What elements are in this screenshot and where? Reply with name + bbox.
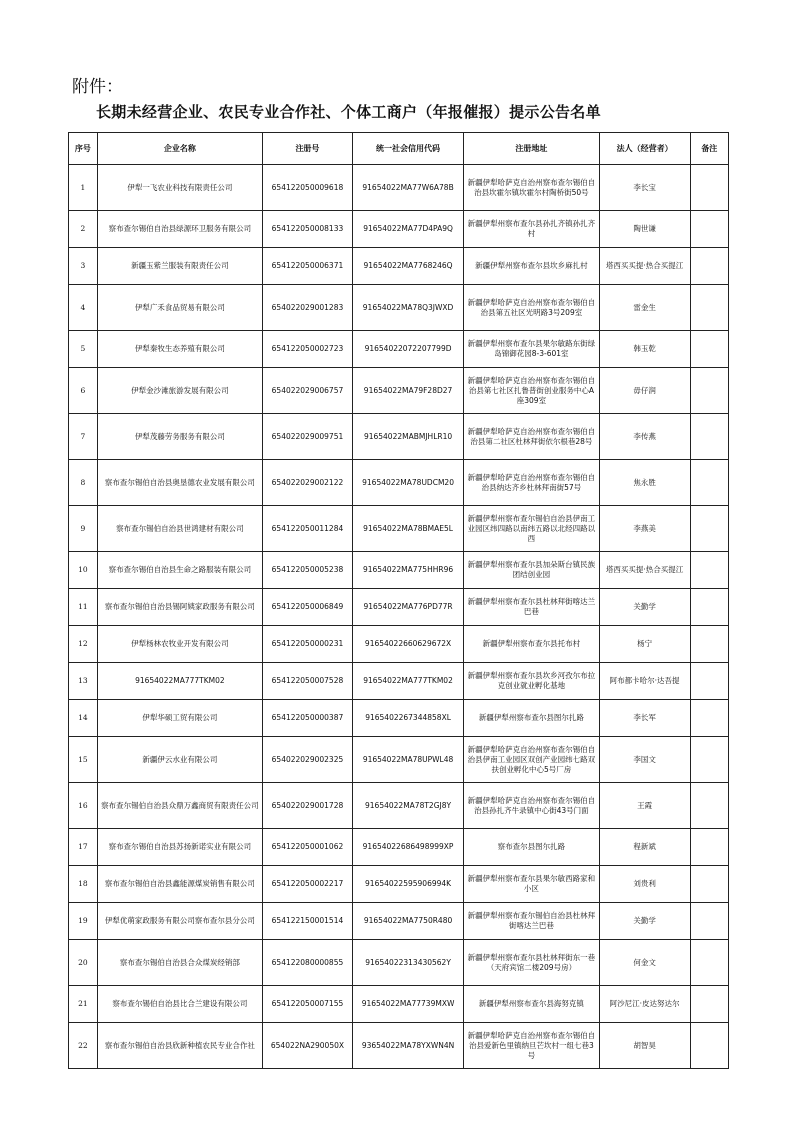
cell-index: 8	[69, 460, 98, 506]
cell-remark	[690, 783, 728, 829]
cell-company-name: 察布查尔锡伯自治县欣新种植农民专业合作社	[97, 1023, 262, 1069]
cell-registration-number: 654122050002723	[263, 331, 353, 368]
cell-index: 19	[69, 903, 98, 940]
cell-index: 9	[69, 506, 98, 552]
cell-company-name: 察布查尔锡伯自治县奥垦德农业发展有限公司	[97, 460, 262, 506]
cell-index: 3	[69, 248, 98, 285]
cell-address: 新疆伊犁哈萨克自治州察布查尔锡伯自治县纳达齐乡杜林拜南街57号	[464, 460, 599, 506]
cell-remark	[690, 1023, 728, 1069]
cell-credit-code: 91654022686498999XP	[352, 829, 463, 866]
cell-address: 新疆伊犁哈萨克自治州察布查尔锡伯自治县第七社区扎鲁普街创业服务中心A座309室	[464, 368, 599, 414]
cell-address: 新疆伊犁州察布查尔县海努克镇	[464, 986, 599, 1023]
cell-company-name: 新疆玉紫兰服装有限责任公司	[97, 248, 262, 285]
cell-index: 1	[69, 165, 98, 211]
cell-credit-code: 91654022595906994K	[352, 866, 463, 903]
cell-address: 新疆伊犁州察布查尔锡伯自治县杜林拜街喀达兰巴巷	[464, 903, 599, 940]
cell-registration-number: 654122080000855	[263, 940, 353, 986]
cell-legal-person: 李长宝	[599, 165, 690, 211]
cell-registration-number: 654122050006371	[263, 248, 353, 285]
attachment-label: 附件：	[72, 77, 123, 97]
cell-credit-code: 91654022660629672X	[352, 626, 463, 663]
cell-registration-number: 654122050000387	[263, 700, 353, 737]
cell-legal-person: 阿布都卡哈尔·达吾提	[599, 663, 690, 700]
cell-remark	[690, 506, 728, 552]
cell-credit-code: 91654022072207799D	[352, 331, 463, 368]
cell-legal-person: 王霞	[599, 783, 690, 829]
cell-index: 12	[69, 626, 98, 663]
cell-company-name: 伊犁秦牧生态养殖有限公司	[97, 331, 262, 368]
cell-remark	[690, 829, 728, 866]
cell-remark	[690, 737, 728, 783]
cell-remark	[690, 986, 728, 1023]
cell-company-name: 91654022MA777TKM02	[97, 663, 262, 700]
document-title: 长期未经营企业、农民专业合作社、个体工商户（年报催报）提示公告名单	[96, 103, 601, 121]
cell-legal-person: 程新斌	[599, 829, 690, 866]
table-row	[69, 506, 729, 552]
cell-legal-person: 阿沙尼江·皮达努达尔	[599, 986, 690, 1023]
cell-remark	[690, 331, 728, 368]
notice-table	[68, 132, 729, 1069]
cell-company-name: 察布查尔锡伯自治县绿源环卫服务有限公司	[97, 211, 262, 248]
table-row	[69, 737, 729, 783]
table-row	[69, 940, 729, 986]
cell-company-name: 伊犁广禾食品贸易有限公司	[97, 285, 262, 331]
cell-address: 新疆伊犁州察布查尔县孙扎齐镇孙扎齐村	[464, 211, 599, 248]
cell-index: 22	[69, 1023, 98, 1069]
cell-index: 7	[69, 414, 98, 460]
table-row	[69, 903, 729, 940]
cell-credit-code: 91654022MABMJHLR10	[352, 414, 463, 460]
cell-credit-code: 91654022MA7750R480	[352, 903, 463, 940]
cell-address: 新疆伊犁哈萨克自治州察布查尔锡伯自治县伊南工业园区双创产业园纬七路双扶创业孵化中心5号厂房	[464, 737, 599, 783]
table-row	[69, 285, 729, 331]
cell-registration-number: 654022NA290050X	[263, 1023, 353, 1069]
cell-registration-number: 654022029009751	[263, 414, 353, 460]
cell-registration-number: 654122050001062	[263, 829, 353, 866]
cell-index: 21	[69, 986, 98, 1023]
cell-index: 18	[69, 866, 98, 903]
cell-legal-person: 关勤学	[599, 589, 690, 626]
cell-index: 4	[69, 285, 98, 331]
table-row	[69, 414, 729, 460]
cell-remark	[690, 589, 728, 626]
cell-address: 新疆伊犁哈萨克自治州察布查尔锡伯自治县孙扎齐牛录镇中心街43号门面	[464, 783, 599, 829]
cell-legal-person: 杨宁	[599, 626, 690, 663]
cell-legal-person: 李传燕	[599, 414, 690, 460]
cell-address: 新疆伊犁哈萨克自治州察布查尔锡伯自治县爱新色里镇纳旦芒坎村一组七巷3号	[464, 1023, 599, 1069]
cell-registration-number: 654022029002122	[263, 460, 353, 506]
cell-address: 新疆伊犁州察布查尔县托布村	[464, 626, 599, 663]
cell-company-name: 察布查尔锡伯自治县锡阿姨家政服务有限公司	[97, 589, 262, 626]
cell-legal-person: 李燕美	[599, 506, 690, 552]
cell-index: 2	[69, 211, 98, 248]
table-row	[69, 700, 729, 737]
cell-registration-number: 654122050007528	[263, 663, 353, 700]
cell-index: 17	[69, 829, 98, 866]
table-row	[69, 986, 729, 1023]
cell-index: 5	[69, 331, 98, 368]
cell-company-name: 察布查尔锡伯自治县苏扬新诺实业有限公司	[97, 829, 262, 866]
cell-credit-code: 93654022MA78YXWN4N	[352, 1023, 463, 1069]
cell-address: 新疆伊犁州察布查尔县杜林拜街东一巷（天府宾馆二楼209号房）	[464, 940, 599, 986]
cell-address: 新疆伊犁哈萨克自治州察布查尔锡伯自治县第五社区光明路3号209室	[464, 285, 599, 331]
cell-index: 20	[69, 940, 98, 986]
cell-company-name: 伊犁华硕工贸有限公司	[97, 700, 262, 737]
column-header-index: 序号	[69, 133, 98, 165]
column-header-address: 注册地址	[464, 133, 599, 165]
cell-registration-number: 654022029006757	[263, 368, 353, 414]
cell-index: 15	[69, 737, 98, 783]
cell-remark	[690, 460, 728, 506]
cell-remark	[690, 248, 728, 285]
cell-remark	[690, 940, 728, 986]
cell-address: 新疆伊犁州察布查尔县加朵斯台镇民族团结创业园	[464, 552, 599, 589]
cell-registration-number: 654122150001514	[263, 903, 353, 940]
cell-index: 10	[69, 552, 98, 589]
cell-legal-person: 关勤学	[599, 903, 690, 940]
cell-credit-code: 91654022MA78Q3JWXD	[352, 285, 463, 331]
cell-index: 16	[69, 783, 98, 829]
table-row	[69, 866, 729, 903]
cell-remark	[690, 700, 728, 737]
table-row	[69, 626, 729, 663]
cell-legal-person: 胡智昊	[599, 1023, 690, 1069]
cell-address: 新疆伊犁哈萨克自治州察布查尔锡伯自治县坎霍尔镇坎霍尔村陶桥街50号	[464, 165, 599, 211]
table-row	[69, 663, 729, 700]
cell-registration-number: 654022029002325	[263, 737, 353, 783]
cell-address: 新疆伊犁州察布查尔县果尔敏西路家和小区	[464, 866, 599, 903]
cell-index: 6	[69, 368, 98, 414]
cell-legal-person: 何金文	[599, 940, 690, 986]
table-row	[69, 211, 729, 248]
cell-legal-person: 陶世谦	[599, 211, 690, 248]
cell-company-name: 伊犁茂藤劳务服务有限公司	[97, 414, 262, 460]
cell-company-name: 新疆伊云水业有限公司	[97, 737, 262, 783]
cell-company-name: 伊犁杨林农牧业开发有限公司	[97, 626, 262, 663]
cell-address: 新疆伊犁州察布查尔县坎乡河孜尔布拉克创业就业孵化基地	[464, 663, 599, 700]
table-row	[69, 589, 729, 626]
cell-address: 察布查尔县图尔扎路	[464, 829, 599, 866]
cell-company-name: 察布查尔锡伯自治县鑫能源煤炭销售有限公司	[97, 866, 262, 903]
cell-legal-person: 韩玉乾	[599, 331, 690, 368]
cell-credit-code: 91654022MA79F28D27	[352, 368, 463, 414]
table-row	[69, 331, 729, 368]
cell-registration-number: 654122050000231	[263, 626, 353, 663]
cell-credit-code: 91654022MA775HHR96	[352, 552, 463, 589]
cell-legal-person: 塔西买买提·热合买提江	[599, 552, 690, 589]
column-header-remark: 备注	[690, 133, 728, 165]
cell-registration-number: 654122050009618	[263, 165, 353, 211]
cell-legal-person: 李国文	[599, 737, 690, 783]
table-row	[69, 368, 729, 414]
cell-remark	[690, 211, 728, 248]
cell-legal-person: 塔西买买提·热合买提江	[599, 248, 690, 285]
cell-remark	[690, 626, 728, 663]
table-row	[69, 460, 729, 506]
column-header-reg: 注册号	[263, 133, 353, 165]
cell-address: 新疆伊犁州察布查尔锡伯自治县伊南工业园区纬四路以南纬五路以北经四路以西	[464, 506, 599, 552]
cell-address: 新疆伊犁哈萨克自治州察布查尔锡伯自治县第二社区杜林拜街依尔根巷28号	[464, 414, 599, 460]
cell-registration-number: 654122050011284	[263, 506, 353, 552]
cell-registration-number: 654022029001283	[263, 285, 353, 331]
cell-remark	[690, 414, 728, 460]
cell-remark	[690, 368, 728, 414]
cell-address: 新疆伊犁州察布查尔县杜林拜街喀达兰巴巷	[464, 589, 599, 626]
cell-legal-person: 雷金生	[599, 285, 690, 331]
table-header-row	[69, 133, 729, 165]
cell-address: 新疆伊犁州察布查尔县果尔敏路东街绿岛锦御花园8-3-601室	[464, 331, 599, 368]
cell-credit-code: 91654022MA78UPWL48	[352, 737, 463, 783]
cell-registration-number: 654122050006849	[263, 589, 353, 626]
cell-company-name: 伊犁优萌家政服务有限公司察布查尔县分公司	[97, 903, 262, 940]
cell-company-name: 察布查尔锡伯自治县世鸿建材有限公司	[97, 506, 262, 552]
cell-company-name: 察布查尔锡伯自治县众鼎万鑫商贸有限责任公司	[97, 783, 262, 829]
column-header-name: 企业名称	[97, 133, 262, 165]
cell-legal-person: 李长军	[599, 700, 690, 737]
cell-credit-code: 91654022313430562Y	[352, 940, 463, 986]
cell-company-name: 察布查尔锡伯自治县合众煤炭经销部	[97, 940, 262, 986]
cell-registration-number: 654022029001728	[263, 783, 353, 829]
table-row	[69, 552, 729, 589]
cell-company-name: 察布查尔锡伯自治县比合兰建设有限公司	[97, 986, 262, 1023]
column-header-legal: 法人（经营者）	[599, 133, 690, 165]
cell-address: 新疆伊犁州察布查尔县坎乡麻扎村	[464, 248, 599, 285]
cell-company-name: 伊犁一飞农业科技有限责任公司	[97, 165, 262, 211]
table-row	[69, 165, 729, 211]
cell-legal-person: 焦永胜	[599, 460, 690, 506]
table-row	[69, 248, 729, 285]
cell-credit-code: 91654022MA777TKM02	[352, 663, 463, 700]
cell-legal-person: 刘贵利	[599, 866, 690, 903]
cell-registration-number: 654122050007155	[263, 986, 353, 1023]
cell-address: 新疆伊犁州察布查尔县图尔扎路	[464, 700, 599, 737]
cell-index: 14	[69, 700, 98, 737]
cell-registration-number: 654122050008133	[263, 211, 353, 248]
table-row	[69, 1023, 729, 1069]
cell-credit-code: 91654022MA78T2GJ8Y	[352, 783, 463, 829]
cell-legal-person: 毋仔润	[599, 368, 690, 414]
cell-remark	[690, 903, 728, 940]
table-row	[69, 783, 729, 829]
cell-remark	[690, 866, 728, 903]
cell-registration-number: 654122050002217	[263, 866, 353, 903]
table-row	[69, 829, 729, 866]
cell-credit-code: 91654022MA78UDCM20	[352, 460, 463, 506]
cell-registration-number: 654122050005238	[263, 552, 353, 589]
cell-remark	[690, 285, 728, 331]
cell-company-name: 察布查尔锡伯自治县生命之路服装有限公司	[97, 552, 262, 589]
cell-credit-code: 91654022MA78BMAE5L	[352, 506, 463, 552]
cell-company-name: 伊犁金沙滩旅游发展有限公司	[97, 368, 262, 414]
cell-remark	[690, 165, 728, 211]
cell-index: 13	[69, 663, 98, 700]
cell-credit-code: 91654022MA7768246Q	[352, 248, 463, 285]
cell-credit-code: 91654022MA77W6A78B	[352, 165, 463, 211]
cell-remark	[690, 663, 728, 700]
cell-credit-code: 9165402267344858XL	[352, 700, 463, 737]
cell-index: 11	[69, 589, 98, 626]
cell-credit-code: 91654022MA776PD77R	[352, 589, 463, 626]
cell-credit-code: 91654022MA77739MXW	[352, 986, 463, 1023]
cell-remark	[690, 552, 728, 589]
cell-credit-code: 91654022MA77D4PA9Q	[352, 211, 463, 248]
column-header-credit: 统一社会信用代码	[352, 133, 463, 165]
